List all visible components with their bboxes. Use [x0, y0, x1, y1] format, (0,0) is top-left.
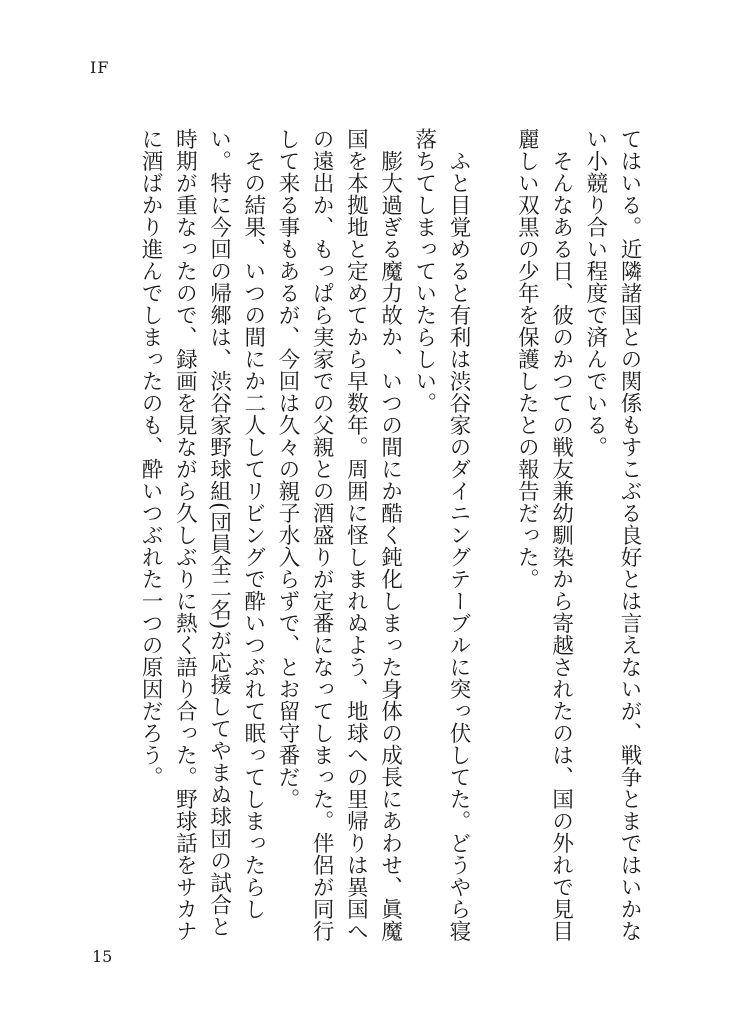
paragraph: ふと目覚めると有利は渋谷家のダイニングテーブルに突っ伏してた。どうやら寝落ちてしまっていたらしい。	[411, 128, 471, 942]
main-text-block	[92, 128, 646, 948]
paragraph: そんなある日、彼のかつての戦友兼幼馴染から寄越されたのは、国の外れで見目麗しい双黒の少年を保護したとの報告だった。	[514, 128, 574, 942]
paragraph: 膨大過ぎる魔力故か、いつの間にか酷く鈍化しまった身体の成長にあわせ、眞魔国を本拠地と定めてから早数年。周囲に怪しまれぬよう、地球への里帰りは異国への遠出か、もっぱら実家での父親との酒盛りが定番になってしまった。伴侶が同行して来る事もあるが、今回は久々の親子水入らずで、とお留守番だ。	[274, 128, 403, 942]
section-break	[475, 128, 509, 948]
page-number: 15	[92, 947, 113, 966]
paragraph-continued: てはいる。近隣諸国との関係もすこぶる良好とは言えないが、戦争とまではいかない小競り合い程度で済んでいる。	[582, 128, 642, 942]
running-header: IF	[90, 58, 110, 77]
paragraph: その結果、いつの間にか二人してリビングで酔いつぶれて眠ってしまったらしい。特に今回の帰郷は、渋谷家野球組(団員全二名)が応援してやまぬ球団の試合と時期が重なったので、録画を見ながら久しぶりに熱く語り合った。野球話をサカナに酒ばかり進んでしまったのも、酔いつぶれた一つの原因だろう。	[138, 128, 266, 942]
